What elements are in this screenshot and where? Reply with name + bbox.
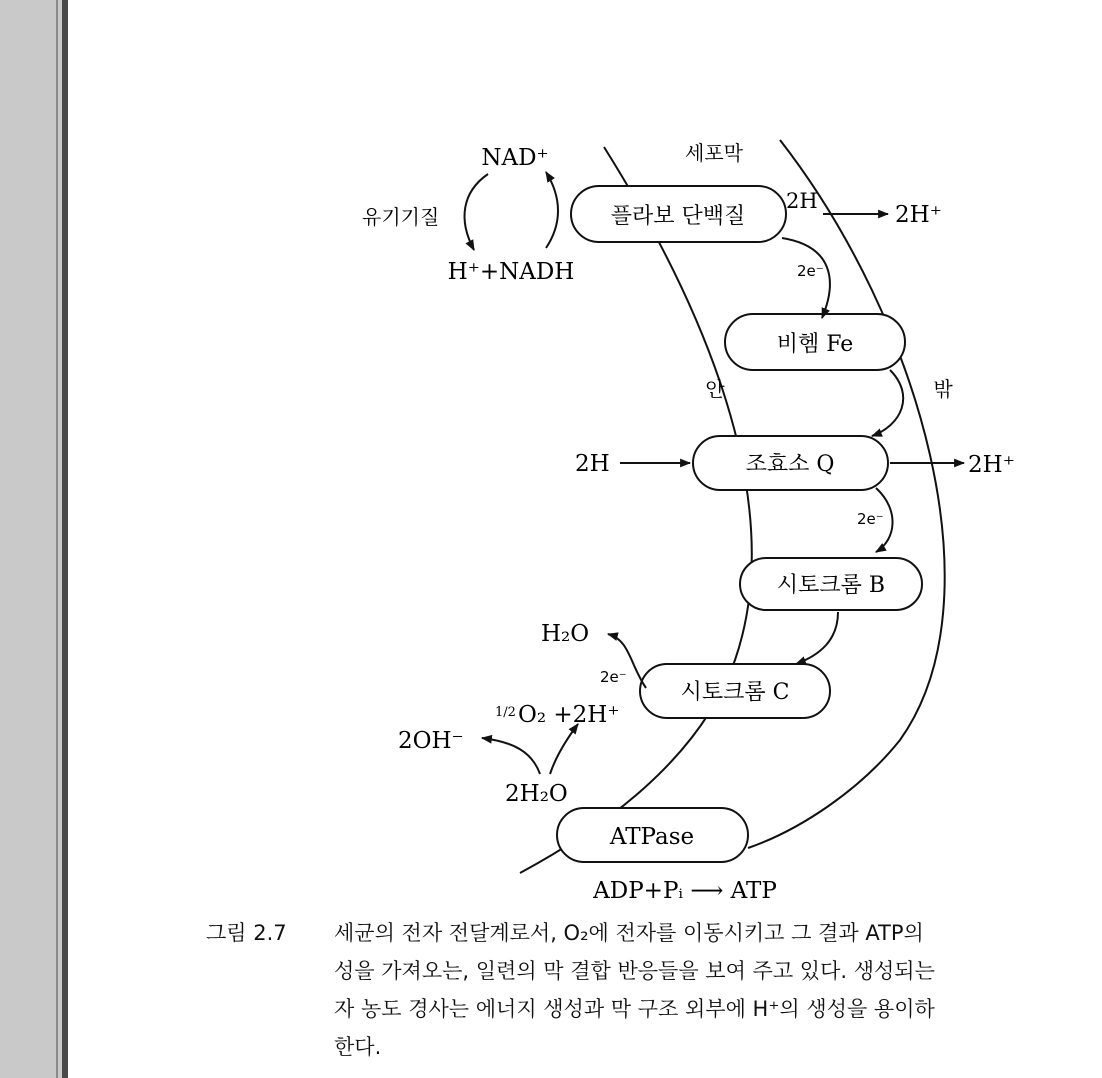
figure-caption-line-2: 성을 가져오는, 일련의 막 결합 반응들을 보여 주고 있다. 생성되는 [334, 959, 935, 983]
atp-reaction-label: ADP+Pᵢ ⟶ ATP [593, 878, 777, 904]
flavo-2h-label: 2H [786, 189, 818, 213]
nad-reduction-arrow [465, 174, 488, 250]
coenzyme-q-label: 조효소 Q [745, 452, 835, 477]
figure-caption-line-3: 자 농도 경사는 에너지 생성과 막 구조 외부에 H⁺의 생성을 용이하 [334, 997, 935, 1021]
substrate-label: 유기기질 [362, 205, 440, 229]
outside-label: 밖 [933, 377, 953, 401]
electron-arrow-fe-q [872, 370, 903, 436]
cytochrome-c-label: 시토크롬 C [680, 680, 790, 705]
h2o-in-label: 2H₂O [505, 781, 568, 807]
flavoprotein-label: 플라보 단백질 [610, 204, 746, 229]
atpase-label: ATPase [609, 824, 695, 850]
o2-half-label: 1/2 [495, 705, 516, 720]
h2o-out-label: H₂O [541, 621, 590, 647]
cytochrome-b-label: 시토크롬 B [776, 573, 886, 598]
figure-caption-number: 그림 2.7 [206, 921, 287, 945]
membrane-outer-curve [745, 140, 945, 848]
electron-label-2: 2e⁻ [857, 510, 884, 528]
electron-label-1: 2e⁻ [797, 262, 824, 280]
q-2h-in-label: 2H [575, 451, 610, 477]
flavo-2h-plus-label: 2H⁺ [895, 202, 942, 228]
nonheme-fe-label: 비헴 Fe [776, 332, 854, 357]
electron-arrow-b-c [796, 612, 838, 664]
o2-proton-label: O₂ +2H⁺ [518, 702, 620, 728]
nad-plus-label: NAD⁺ [481, 145, 549, 171]
h-nadh-label: H⁺+NADH [447, 259, 575, 285]
q-2h-plus-label: 2H⁺ [968, 452, 1015, 478]
inside-label: 안 [705, 377, 725, 401]
hydroxide-arrow [482, 738, 540, 774]
proton-oxygen-arrow [550, 724, 578, 774]
nadh-oxidation-arrow [546, 172, 558, 248]
figure-caption-line-4: 한다. [334, 1035, 382, 1059]
membrane-label: 세포막 [685, 141, 743, 165]
electron-label-3: 2e⁻ [600, 668, 627, 686]
hydroxide-label: 2OH⁻ [398, 728, 464, 754]
figure-caption-line-1: 세균의 전자 전달계로서, O₂에 전자를 이동시키고 그 결과 ATP의 [334, 921, 924, 945]
